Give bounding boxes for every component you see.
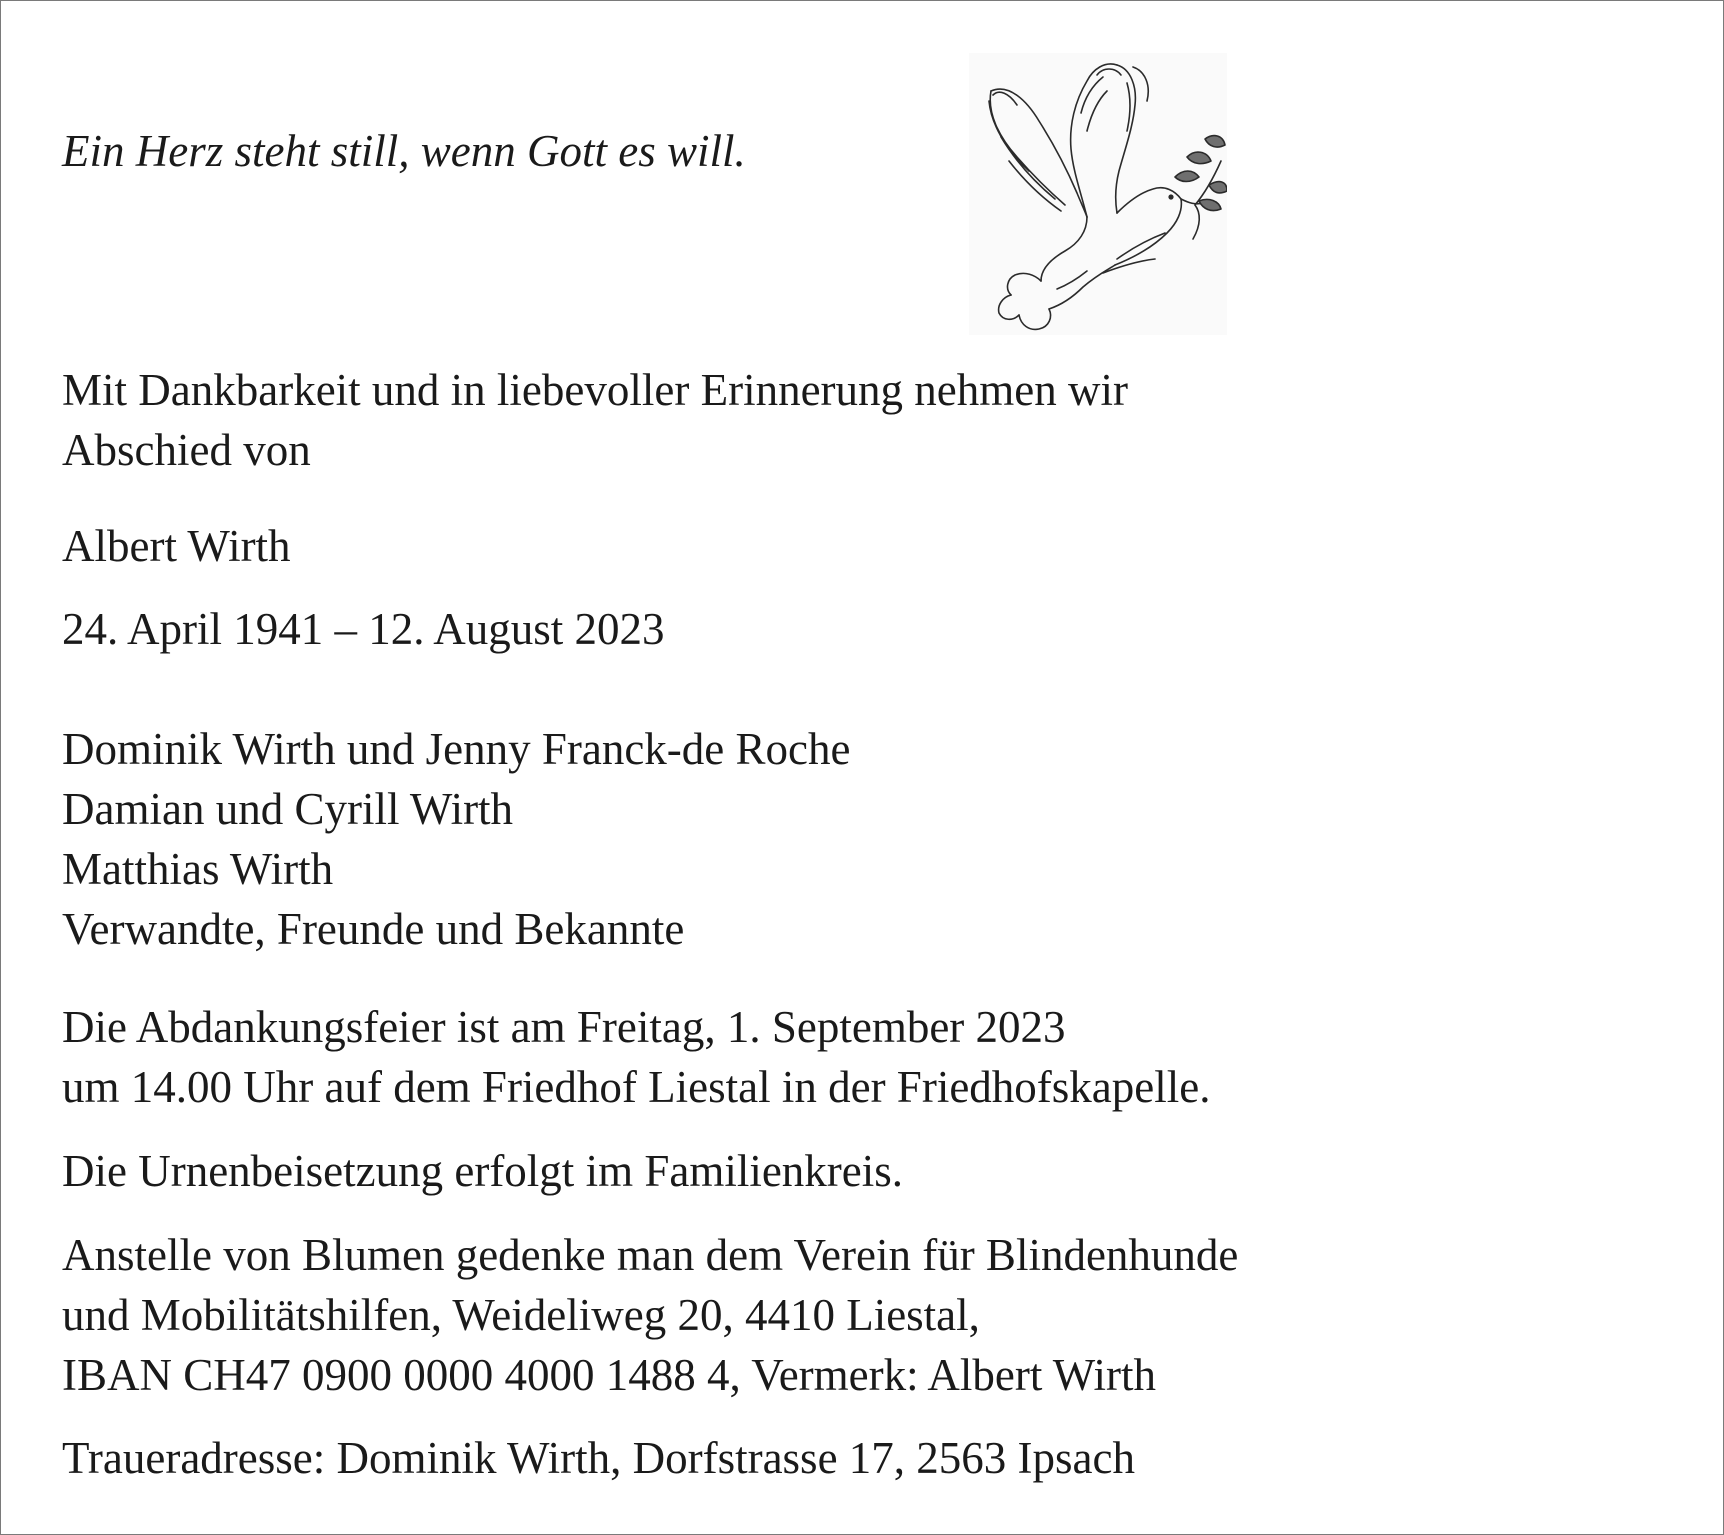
mourner-line: Damian und Cyrill Wirth [62,784,514,834]
burial-note: Die Urnenbeisetzung erfolgt im Familienkreis. [62,1146,904,1196]
ceremony-line: Die Abdankungsfeier ist am Freitag, 1. September 2023 [62,1002,1066,1052]
motto: Ein Herz steht still, wenn Gott es will. [62,126,746,176]
mourner-line: Dominik Wirth und Jenny Franck-de Roche [62,724,851,774]
dove-icon [969,53,1227,335]
intro-line: Mit Dankbarkeit und in liebevoller Erinnerung nehmen wir [62,365,1128,415]
mourner-line: Verwandte, Freunde und Bekannte [62,904,685,954]
donation-line: und Mobilitätshilfen, Weideliweg 20, 4410 Liestal, [62,1290,980,1340]
mourner-line: Matthias Wirth [62,844,334,894]
donation-line: Anstelle von Blumen gedenke man dem Verein für Blindenhunde [62,1230,1239,1280]
life-dates: 24. April 1941 – 12. August 2023 [62,604,665,654]
deceased-name: Albert Wirth [62,521,291,571]
mourning-address: Traueradresse: Dominik Wirth, Dorfstrasse 17, 2563 Ipsach [62,1433,1135,1483]
intro-line: Abschied von [62,425,311,475]
ceremony-line: um 14.00 Uhr auf dem Friedhof Liestal in der Friedhofskapelle. [62,1062,1211,1112]
donation-iban-line: IBAN CH47 0900 0000 4000 1488 4, Vermerk: Albert Wirth [62,1350,1156,1400]
